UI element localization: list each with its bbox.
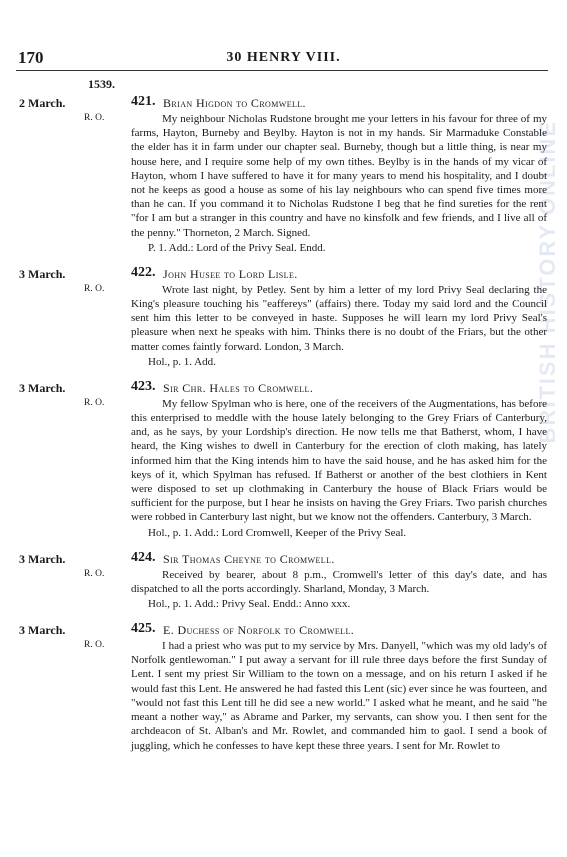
- entry-note: Hol., p. 1. Add.: [148, 355, 216, 368]
- entry-date: 3 March.: [19, 380, 66, 395]
- entry-424: [0, 550, 567, 611]
- entry-title: Brian Higdon to Cromwell.: [163, 96, 306, 110]
- entry-number: 424.: [131, 549, 156, 565]
- entry-source: R. O.: [84, 568, 105, 579]
- entry-note: Hol., p. 1. Add.: Privy Seal. Endd.: Anno xxx.: [148, 598, 351, 611]
- entry-source: R. O.: [84, 113, 105, 123]
- entry-number: 423.: [131, 378, 156, 394]
- entry-422: [0, 265, 567, 369]
- entry-source: R. O.: [84, 640, 105, 651]
- running-title: 30 HENRY VIII.: [226, 50, 341, 65]
- entry-date: 3 March.: [19, 551, 66, 566]
- entry-date: 3 March.: [19, 266, 66, 281]
- entry-body: I had a priest who was put to my service by Mrs. Danyell, "which was my old lady's of Norfolk gentlewoman." I put away a servant for ill rule three days before the first Sunday of Lent. I sent my priest Sir William to the town on a message, and on his return I asked if he would fast this Lent. He answered he had fasted this Lent (sic) ever since he was fourteen, and "would not fast this Lent till he did see a new world." I asked what he meant, and he said "he meant a nother way," as Abrame and Parker, my servants, can show you. I then sent for the archdeacon of St. Alban's and Mr. Rowlet, and commanded him to gaol. I send a book of juggling, which he confesses to have kept these three years. I sent for Mr. Rowlet to: [131, 640, 547, 752]
- header-rule: [16, 70, 548, 71]
- entry-heading: [0, 264, 567, 294]
- entry-heading: [0, 621, 567, 651]
- entry-421: [0, 94, 567, 255]
- entry-source: R. O.: [84, 397, 105, 408]
- entry-title: Sir Chr. Hales to Cromwell.: [163, 380, 314, 395]
- entry-number: 425.: [131, 621, 156, 637]
- page-number: 170: [18, 48, 44, 67]
- entry-number: 421.: [131, 94, 156, 109]
- entry-title: Sir Thomas Cheyne to Cromwell.: [163, 551, 335, 566]
- watermark-text: BRITISH HISTORY ONLINE: [535, 120, 560, 444]
- entry-heading: [0, 94, 567, 123]
- entry-body: Received by bearer, about 8 p.m., Cromwell's letter of this day's date, and has dispatched to all the ports accordingly. Sharland, Monday, 3 March.: [131, 568, 547, 595]
- entry-number: 422.: [131, 264, 156, 280]
- entry-425: [0, 621, 567, 753]
- entry-body: My fellow Spylman who is here, one of the receivers of the Augmentations, has before this enterprised to meddle with the house lately belonging to the Grey Friars of Canterbury, and, as he says, by your Lordship's direction. He now tells me that Batherst, whom, I have heard, the King wishes to dwell in Canterbury for the erection of cloth making, has lately informed him that the King intends him to have the said house, and he has asked him for the keys of it, which Spylman has refused. If Batherst or another of the best clothiers in Kent were disposed to set up clothmaking in Canterbury the house of Black Friars would be sufficient for the purpose, but I hear he insists on having the Grey Friars. Two parish churches were robbed in Canterbury last night, but we know not the offenders. Canterbury, 3 March.: [131, 397, 547, 524]
- entry-heading: [0, 549, 567, 579]
- entry-source: R. O.: [84, 283, 105, 294]
- entry-date: 2 March.: [19, 96, 66, 110]
- entry-heading: [0, 378, 567, 408]
- entry-body: My neighbour Nicholas Rudstone brought me your letters in his favour for three of my farms, Hayton, Burneby and Beylby. Hayton is not in my hands. Sir Marmaduke Constable the elder has it in farm under our chapter seal. Burneby, though but a little thing, is near my house here, and I require some help of my own tithes. Beylby is in the hands of my vicar of Hayton, whom I have suffered to have it for many years to mend his hospitality, and I doubt not he keeps as good a house as some of his lay neighbours who can spend five times more than he can. If you command it to Nicholas Rudstone I beg that he find sureties for the rent "for I am but a stranger in this country and have no kinsfolk and few friends, and I live all of the penny." Thorneton, 2 March. Signed.: [131, 113, 547, 239]
- calendar-entries: [0, 94, 567, 763]
- entry-423: [0, 379, 567, 540]
- running-header: [0, 48, 567, 68]
- entry-note: Hol., p. 1. Add.: Lord Cromwell, Keeper of the Privy Seal.: [148, 526, 407, 539]
- entry-body: Wrote last night, by Petley. Sent by him a letter of my lord Privy Seal declaring the King's pleasure touching his "eaffereys" (affairs) there. Today my said lord and the Council sent him this letter to be conveyed in haste. Supposes he will learn my lord Privy Seal's pleasure when next he speaks with him. Thinks there is no doubt of the Friars, but the other matter comes faintly forward. London, 3 March.: [131, 283, 547, 353]
- entry-title: E. Duchess of Norfolk to Cromwell.: [163, 623, 355, 638]
- entry-title: John Husee to Lord Lisle.: [163, 266, 298, 281]
- entry-date: 3 March.: [19, 623, 66, 638]
- year-label: 1539.: [88, 77, 115, 91]
- entry-note: P. 1. Add.: Lord of the Privy Seal. Endd.: [148, 241, 326, 254]
